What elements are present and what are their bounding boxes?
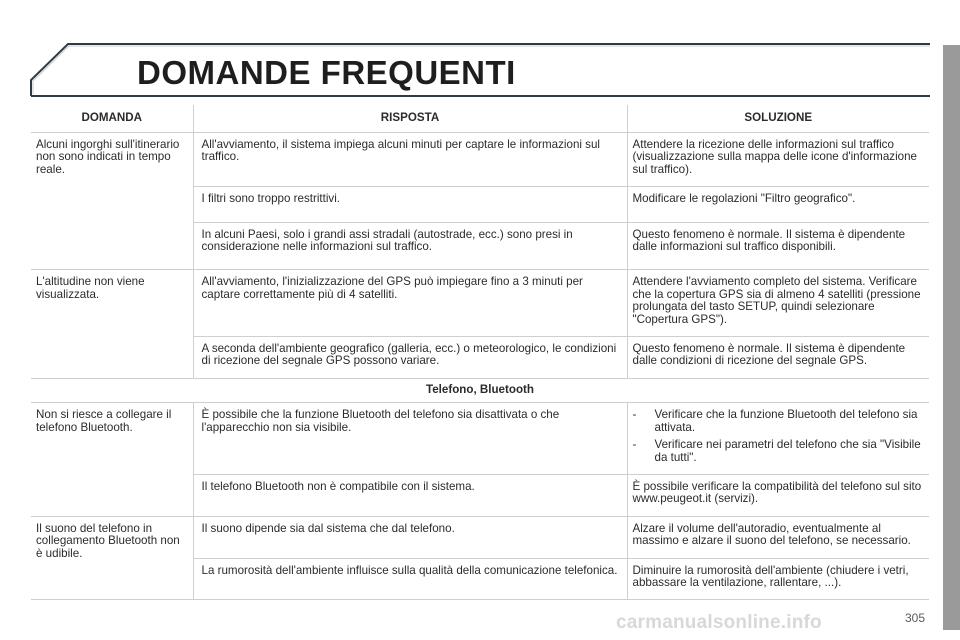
bullet-text: Verificare che la funzione Bluetooth del telefono sia attivata. — [654, 408, 918, 434]
question-cell: Il suono del telefono in collegamento Bluetooth non è udibile. — [31, 516, 193, 600]
answer-cell: All'avviamento, il sistema impiega alcuni minuti per captare le informazioni sul traffico. — [193, 133, 627, 187]
table-row — [31, 133, 929, 187]
table-row — [31, 270, 929, 337]
answer-cell: A seconda dell'ambiente geografico (galleria, ecc.) o meteorologico, le condizioni di ricezione del segnale GPS possono variare. — [193, 337, 627, 379]
page-title: DOMANDE FREQUENTI — [137, 54, 516, 91]
answer-cell: All'avviamento, l'inizializzazione del GPS può impiegare fino a 3 minuti per captare correttamente più di 4 satelliti. — [193, 270, 627, 337]
side-tab — [943, 45, 960, 630]
solution-bullet — [633, 409, 924, 434]
solution-cell: Modificare le regolazioni "Filtro geografico". — [627, 187, 929, 222]
answer-cell: È possibile che la funzione Bluetooth del telefono sia disattivata o che l'apparecchio non sia visibile. — [193, 403, 627, 475]
answer-cell: I filtri sono troppo restrittivi. — [193, 187, 627, 222]
bullet-dash: - — [632, 408, 637, 422]
question-cell: Alcuni ingorghi sull'itinerario non sono indicati in tempo reale. — [31, 133, 193, 270]
table-header-row — [31, 105, 929, 133]
solution-cell — [627, 403, 929, 475]
solution-cell: È possibile verificare la compatibilità del telefono sul sito www.peugeot.it (servizi). — [627, 474, 929, 516]
solution-cell: Diminuire la rumorosità dell'ambiente (chiudere i vetri, abbassare la ventilazione, rallentare, ...). — [627, 558, 929, 600]
table-row — [31, 516, 929, 558]
solution-bullet — [633, 439, 924, 464]
question-cell: L'altitudine non viene visualizzata. — [31, 270, 193, 378]
bullet-dash: - — [632, 438, 637, 452]
column-header-solution: SOLUZIONE — [627, 105, 929, 133]
section-title: Telefono, Bluetooth — [31, 378, 929, 402]
column-header-answer: RISPOSTA — [193, 105, 627, 133]
answer-cell: Il telefono Bluetooth non è compatibile con il sistema. — [193, 474, 627, 516]
answer-cell: In alcuni Paesi, solo i grandi assi stradali (autostrade, ecc.) sono presi in considerazione nelle informazioni sul traffico. — [193, 222, 627, 270]
solution-cell: Questo fenomeno è normale. Il sistema è dipendente dalle informazioni sul traffico disponibili. — [627, 222, 929, 270]
solution-cell: Questo fenomeno è normale. Il sistema è dipendente dalle condizioni di ricezione del segnale GPS. — [627, 337, 929, 379]
solution-cell: Attendere l'avviamento completo del sistema. Verificare che la copertura GPS sia di almeno 4 satelliti (pressione prolungata del tasto SETUP, quindi selezionare "Copertura GPS"). — [627, 270, 929, 337]
solution-cell: Alzare il volume dell'autoradio, eventualmente al massimo e alzare il suono del telefono, se necessario. — [627, 516, 929, 558]
answer-cell: Il suono dipende sia dal sistema che dal telefono. — [193, 516, 627, 558]
answer-cell: La rumorosità dell'ambiente influisce sulla qualità della comunicazione telefonica. — [193, 558, 627, 600]
title-bar — [0, 0, 940, 110]
page-number: 305 — [905, 611, 926, 625]
column-header-question: DOMANDA — [31, 105, 193, 133]
bullet-text: Verificare nei parametri del telefono che sia "Visibile da tutti". — [654, 438, 921, 464]
faq-table — [31, 105, 929, 600]
section-row — [31, 378, 929, 402]
question-cell: Non si riesce a collegare il telefono Bluetooth. — [31, 403, 193, 516]
watermark: carmanualsonline.info — [616, 612, 822, 633]
solution-cell: Attendere la ricezione delle informazioni sul traffico (visualizzazione sulla mappa delle icone d'informazione sul traffico). — [627, 133, 929, 187]
table-row — [31, 403, 929, 475]
